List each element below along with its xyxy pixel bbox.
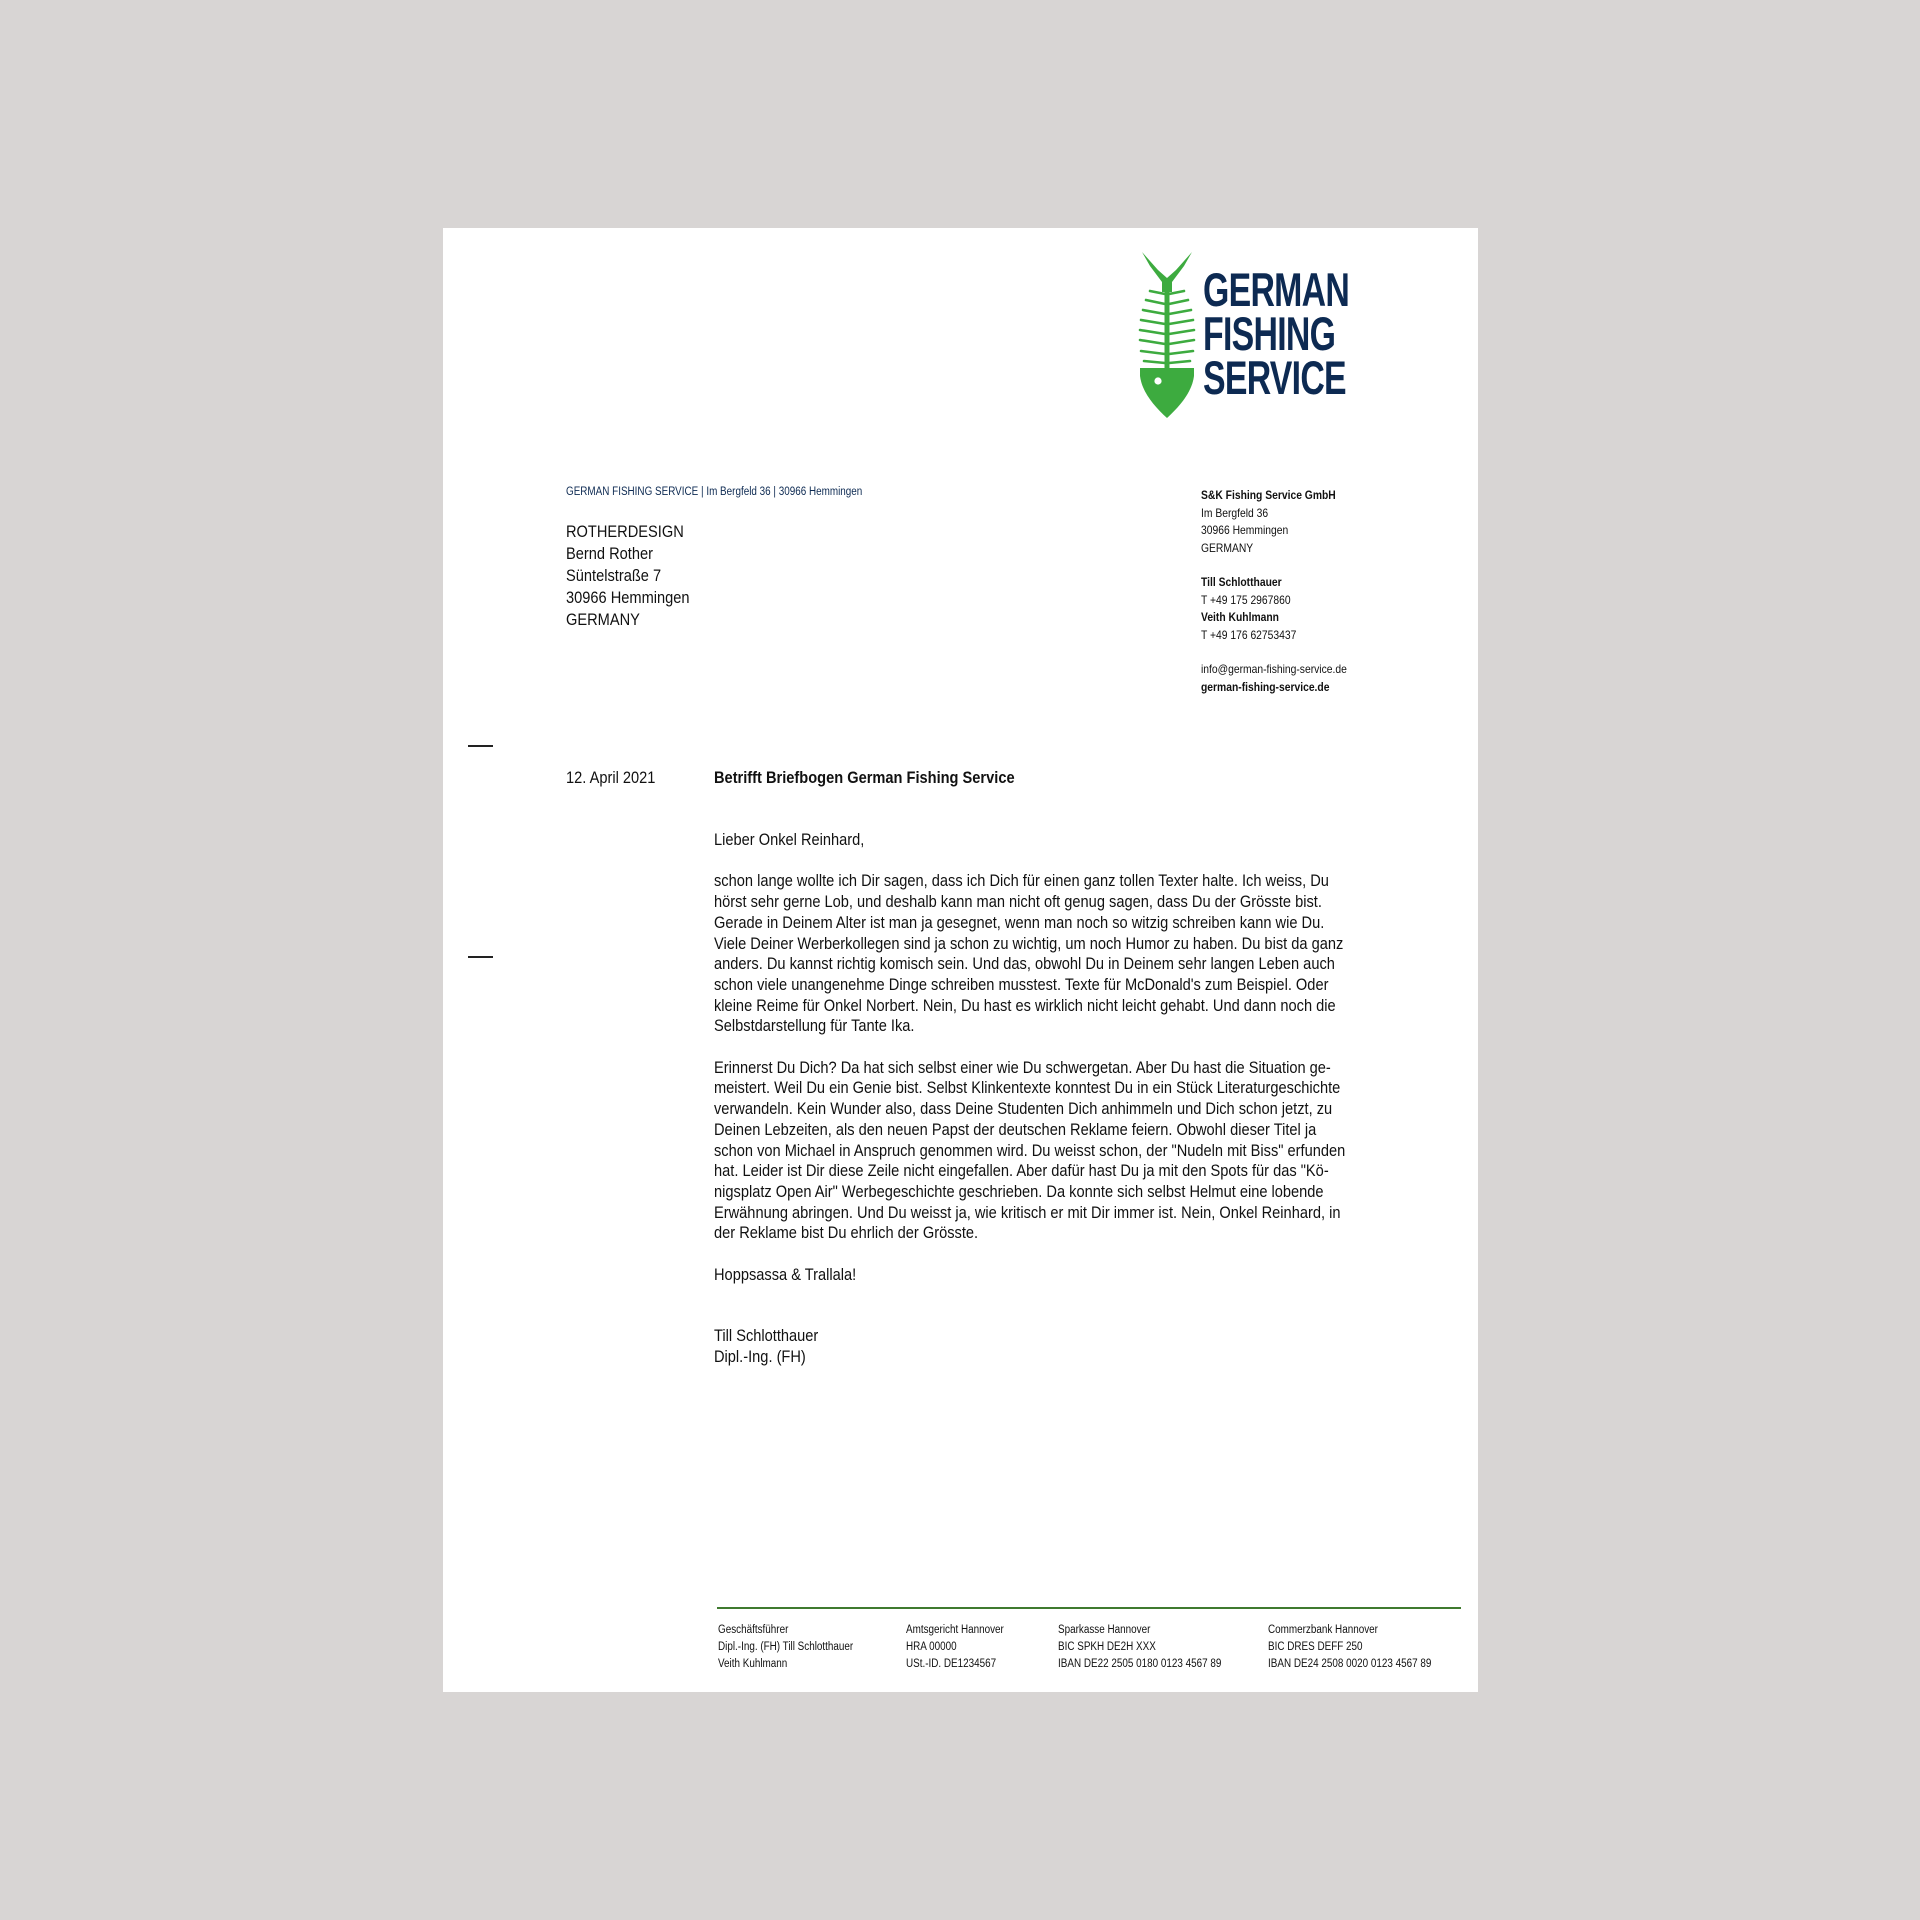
company-logo: [1136, 252, 1350, 418]
letter-body: [714, 830, 1376, 1368]
text-line: Erwähnung abringen. Und Du weisst ja, wie kritisch er mit Dir immer ist. Nein, Onkel Reinhard, in: [714, 1202, 1341, 1222]
footer-line: USt.-ID. DE1234567: [906, 1658, 997, 1670]
footer-bank-commerzbank: [1268, 1622, 1431, 1673]
footer-line: Sparkasse Hannover: [1058, 1624, 1151, 1636]
body-paragraph-2: [714, 1058, 1376, 1244]
logo-wordmark: [1203, 263, 1350, 404]
text-line: Selbstdarstellung für Tante Ika.: [714, 1016, 915, 1036]
company-name: S&K Fishing Service GmbH: [1201, 488, 1336, 502]
signature-block: [714, 1326, 1376, 1367]
company-street: Im Bergfeld 36: [1201, 505, 1269, 520]
company-email: info@german-fishing-service.de: [1201, 662, 1347, 676]
fold-mark: [468, 745, 493, 747]
text-line: Gerade in Deinem Alter ist man ja gesegnet, wenn man noch so witzig schreiben kann wie Du.: [714, 912, 1325, 932]
footer-divider: [717, 1607, 1461, 1609]
footer-line: Geschäftsführer: [718, 1624, 789, 1636]
company-country: GERMANY: [1201, 540, 1254, 555]
footer-line: IBAN DE22 2505 0180 0123 4567 89: [1058, 1658, 1222, 1670]
text-line: verwandeln. Kein Wunder also, dass Deine Studenten Dich anhimmeln und Dich schon jetzt, zu: [714, 1099, 1333, 1119]
footer-registry: [906, 1622, 1004, 1673]
recipient-line: ROTHERDESIGN: [566, 522, 684, 541]
footer-line: IBAN DE24 2508 0020 0123 4567 89: [1268, 1658, 1432, 1670]
text-line: Viele Deiner Werberkollegen sind ja schon zu wichtig, um noch Humor zu haben. Du bist da ganz: [714, 933, 1344, 953]
text-line: schon von Michael in Anspruch genommen wird. Du weisst schon, der "Nudeln mit Biss" erfunden: [714, 1140, 1346, 1160]
letter-date: 12. April 2021: [566, 768, 656, 787]
letter-sheet: [443, 228, 1478, 1692]
text-line: der Reklame bist Du ehrlich der Grösste.: [714, 1223, 979, 1243]
text-line: kleine Reime für Onkel Norbert. Nein, Du hast es wirklich nicht leicht gehabt. Und dann noch die: [714, 995, 1336, 1015]
footer-line: BIC SPKH DE2H XXX: [1058, 1641, 1156, 1653]
contact-name: Veith Kuhlmann: [1201, 610, 1279, 624]
footer-line: Amtsgericht Hannover: [906, 1624, 1004, 1636]
footer-bank-sparkasse: [1058, 1622, 1221, 1673]
contact-name: Till Schlotthauer: [1201, 575, 1282, 589]
text-line: schon viele unangenehme Dinge schreiben musstest. Texte für McDonald's zum Beispiel. Oder: [714, 974, 1329, 994]
recipient-line: Süntelstraße 7: [566, 566, 662, 585]
closing: Hoppsassa & Trallala!: [714, 1264, 857, 1284]
logo-line-3: SERVICE: [1203, 351, 1346, 404]
body-paragraph-1: [714, 871, 1376, 1037]
contact-phone: T +49 176 62753437: [1201, 627, 1297, 642]
footer-line: Commerzbank Hannover: [1268, 1624, 1378, 1636]
recipient-line: GERMANY: [566, 610, 640, 629]
company-website: german-fishing-service.de: [1201, 679, 1330, 694]
letter-subject: Betrifft Briefbogen German Fishing Service: [714, 768, 1015, 787]
text-line: schon lange wollte ich Dir sagen, dass ich Dich für einen ganz tollen Texter halte. Ich weiss, Du: [714, 871, 1329, 891]
logo-line-1: GERMAN: [1203, 263, 1350, 316]
fold-mark: [468, 956, 493, 958]
logo-line-2: FISHING: [1203, 307, 1336, 360]
footer-line: BIC DRES DEFF 250: [1268, 1641, 1363, 1653]
text-line: nigsplatz Open Air" Werbegeschichte geschrieben. Da konnte sich selbst Helmut eine lobende: [714, 1181, 1324, 1201]
footer-line: Dipl.-Ing. (FH) Till Schlotthauer: [718, 1641, 854, 1653]
recipient-line: Bernd Rother: [566, 544, 653, 563]
fish-skeleton-icon: [1136, 252, 1198, 418]
footer-line: Veith Kuhlmann: [718, 1658, 788, 1670]
salutation: Lieber Onkel Reinhard,: [714, 830, 865, 849]
text-line: Deinen Lebzeiten, als den neuen Papst der deutschen Reklame feiern. Obwohl dieser Titel ja: [714, 1119, 1317, 1139]
signature-name: Till Schlotthauer: [714, 1326, 819, 1346]
footer-line: HRA 00000: [906, 1641, 957, 1653]
footer-management: [718, 1622, 853, 1673]
text-line: anders. Du kannst richtig komisch sein. Und das, obwohl Du in Deinem sehr langen Leben auch: [714, 954, 1335, 974]
contact-phone: T +49 175 2967860: [1201, 592, 1291, 607]
text-line: Erinnerst Du Dich? Da hat sich selbst einer wie Du schwergetan. Aber Du hast die Situation ge-: [714, 1057, 1331, 1077]
text-line: hat. Leider ist Dir diese Zeile nicht eingefallen. Aber dafür hast Du ja mit den Spots für das "Kö-: [714, 1161, 1329, 1181]
company-info-block: [1201, 487, 1347, 696]
company-city: 30966 Hemmingen: [1201, 523, 1289, 537]
recipient-address: [566, 521, 690, 631]
text-line: meistert. Weil Du ein Genie bist. Selbst Klinkentexte konntest Du in ein Stück Literaturgeschichte: [714, 1078, 1341, 1098]
recipient-line: 30966 Hemmingen: [566, 588, 690, 607]
text-line: hörst sehr gerne Lob, und deshalb kann man nicht oft genug sagen, dass Du der Grösste bist.: [714, 892, 1322, 912]
sender-return-address: GERMAN FISHING SERVICE | Im Bergfeld 36 | 30966 Hemmingen: [566, 486, 863, 498]
signature-title: Dipl.-Ing. (FH): [714, 1347, 806, 1367]
